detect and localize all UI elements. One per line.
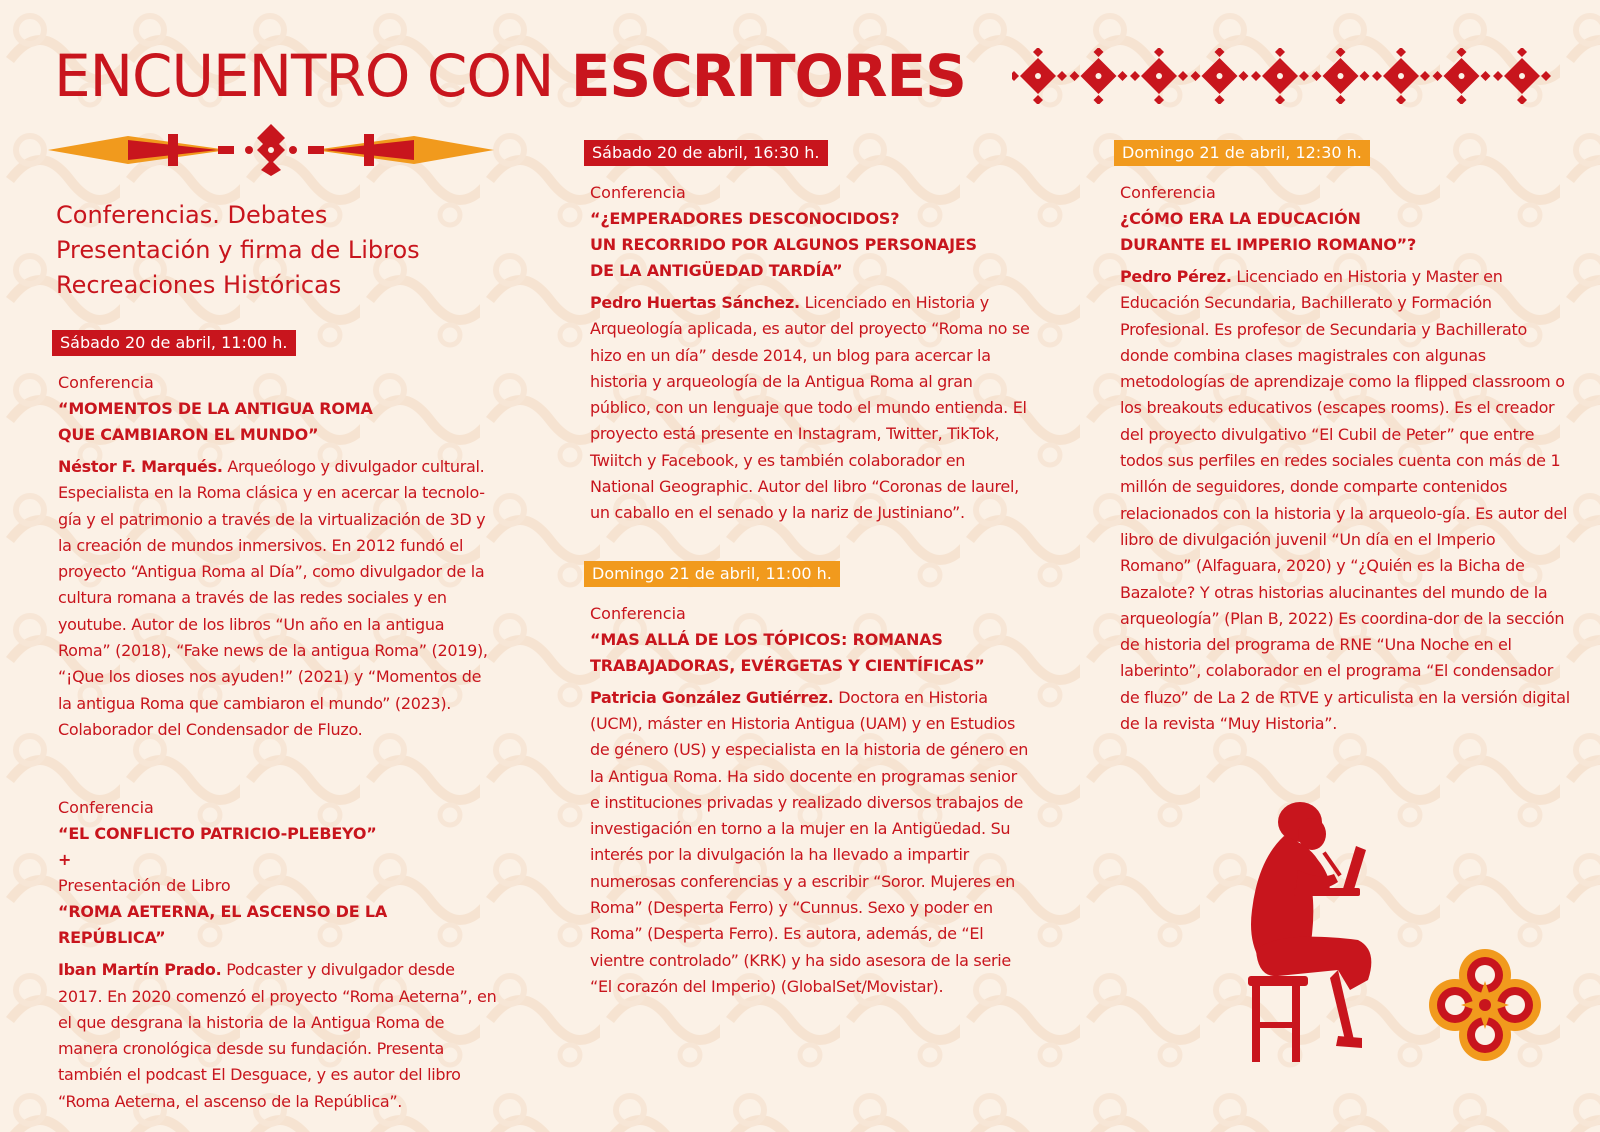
diamond-ornament [1433,48,1491,104]
talk-title-line: DE LA ANTIGÜEDAD TARDÍA” [590,261,843,280]
page-title [54,36,966,116]
flower-ornament-icon [1424,944,1546,1066]
talk-title-line: UN RECORRIDO POR ALGUNOS PERSONAJES [590,235,977,254]
column-2 [590,140,1030,1000]
speaker-name: Iban Martín Prado. [58,960,222,980]
intro-line: Recreaciones Históricas [56,271,342,299]
bio-text: Podcaster y divulgador desde 2017. En 2020 comenzó el proyecto “Roma Aeterna”, en el que desgrana la historia de la Antigua Roma de manera cronológica desde su fundación. Presenta también el podcast El Desguace, y es autor del libro “Roma Aeterna, el ascenso de la República”. [58,960,497,1111]
talk-title-line: “MOMENTOS DE LA ANTIGUA ROMA [58,399,373,418]
bio-text: Licenciado en Historia y Master en Educación Secundaria, Bachillerato y Formación Profesional. Es profesor de Secundaria y Bachillerato donde combina clases magistrales con algunas metodologías de aprendizaje como la flipped classroom o los breakouts educativos (escapes rooms). Es el creador del proyecto divulgativo “El Cubil de Peter” que entre todos sus perfiles en redes sociales cuenta con más de 1 millón de seguidores, donde comparte contenidos relacionados con la historia y la arqueolo-gía. Es autor del libro de divulgación juvenil “Un día en el Imperio Romano” (Alfaguara, 2020) y “¿Quién es la Bicha de Bazalote? Y otras historias alucinantes del mundo de la arqueología” (Plan B, 2022) Es coordina-dor de la sección de historia del programa de RNE “Una Noche en el laberinto”, colaborador en el programa “El condensador de fluzo” de La 2 de RTVE y articulista en la versión digital de la revista “Muy Historia”. [1120,267,1570,734]
speaker-bio [58,454,498,743]
date-badge: Sábado 20 de abril, 11:00 h. [52,330,296,356]
title-bold: ESCRITORES [570,42,966,110]
diamond-ornament [1493,48,1551,104]
diamond-ornament [1130,48,1188,104]
date-badge: Domingo 21 de abril, 11:00 h. [584,561,840,587]
diamond-ornament [1191,48,1249,104]
plus-sign: + [58,850,72,870]
talk-title-line: ¿CÓMO ERA LA EDUCACIÓN [1120,209,1361,228]
intro-line: Presentación y firma de Libros [56,236,420,264]
date-badge: Sábado 20 de abril, 16:30 h. [584,140,828,166]
talk-title-line: DURANTE EL IMPERIO ROMANO”? [1120,235,1417,254]
bio-text: Doctora en Historia (UCM), máster en Historia Antigua (UAM) y en Estudios de género (US) y especialista en la historia de género en la Antigua Roma. Ha sido docente en programas senior e instituciones privadas y realizado diversos trabajos de investigación en torno a la mujer en la Antigüedad. Su interés por la divulgación la ha llevado a impartir numerosas conferencias y a escribir “Soror. Mujeres en Roma” (Desperta Ferro) y “Cunnus. Sexo y poder en Roma” (Desperta Ferro). Es autora, además, de “El vientre controlado” (KRK) y ha sido asesora de la serie “El corazón del Imperio) (GlobalSet/Movistar). [590,687,1029,996]
speaker-name: Patricia González Gutiérrez. [590,687,834,707]
event-type: Conferencia [590,603,686,623]
event-type: Conferencia [590,183,686,202]
event-type: Presentación de Libro [58,876,231,896]
book-title: “ROMA AETERNA, EL ASCENSO DE LA REPÚBLICA” [58,902,388,948]
talk-title [590,627,1030,679]
talk-title [1120,206,1570,258]
column-3 [1120,140,1570,737]
event-type: Conferencia [58,373,154,392]
diamond-ornament [1372,48,1430,104]
speaker-name: Pedro Pérez. [1120,267,1232,286]
talk-title-line: TRABAJADORAS, EVÉRGETAS Y CIENTÍFICAS” [590,655,985,675]
talk-title [590,206,1030,284]
talk-title-line: QUE CAMBIARON EL MUNDO” [58,425,319,444]
speaker-name: Pedro Huertas Sánchez. [590,293,800,312]
bio-text: Licenciado en Historia y Arqueología aplicada, es autor del proyecto “Roma no se hizo en un día” desde 2014, un blog para acercar la historia y arqueología de la Antigua Roma al gran público, con un lenguaje que todo el mundo entienda. El proyecto está presente en Instagram, Twitter, TikTok, Twiitch y Facebook, y es también colaborador en National Geographic. Autor del libro “Coronas de laurel, un caballo en el senado y la nariz de Justiniano”. [590,293,1030,523]
talk-title-line: “¿EMPERADORES DESCONOCIDOS? [590,209,900,228]
speaker-bio [590,290,1030,527]
arrow-ornament-icon [48,124,494,176]
diamond-ornament [1312,48,1370,104]
title-light: ENCUENTRO CON [54,42,571,110]
diamond-ornament [1251,48,1309,104]
diamond-ornament-icon [1012,48,1552,104]
intro-line: Conferencias. Debates [56,201,328,229]
event-type: Conferencia [1120,183,1216,202]
column-1 [58,330,498,1115]
speaker-bio [1120,264,1570,737]
diamond-ornament [1070,48,1128,104]
date-badge: Domingo 21 de abril, 12:30 h. [1114,140,1370,166]
talk-title [58,396,498,448]
speaker-bio [590,685,1030,1001]
speaker-name: Néstor F. Marqués. [58,457,223,476]
talk-title-line: “MAS ALLÁ DE LOS TÓPICOS: ROMANAS [590,629,943,649]
speaker-bio [58,957,498,1115]
bio-text: Arqueólogo y divulgador cultural. Especialista en la Roma clásica y en acercar la tecnolo-gía y el patrimonio a través de la virtualización de 3D y la creación de mundos inmersivos. En 2012 fundó el proyecto “Antigua Roma al Día”, como divulgador de la cultura romana a través de las redes sociales y en youtube. Autor de los libros “Un año en la antigua Roma” (2018), “Fake news de la antigua Roma” (2019), “¡Que los dioses nos ayuden!” (2021) y “Momentos de la antigua Roma que cambiaron el mundo” (2023). Colaborador del Condensador de Fluzo. [58,457,488,739]
diamond-ornament [1012,48,1067,104]
talk-title: “EL CONFLICTO PATRICIO-PLEBEYO” [58,824,377,844]
writer-silhouette-icon [1238,800,1408,1070]
intro-list [56,198,526,303]
event-type: Conferencia [58,798,154,818]
